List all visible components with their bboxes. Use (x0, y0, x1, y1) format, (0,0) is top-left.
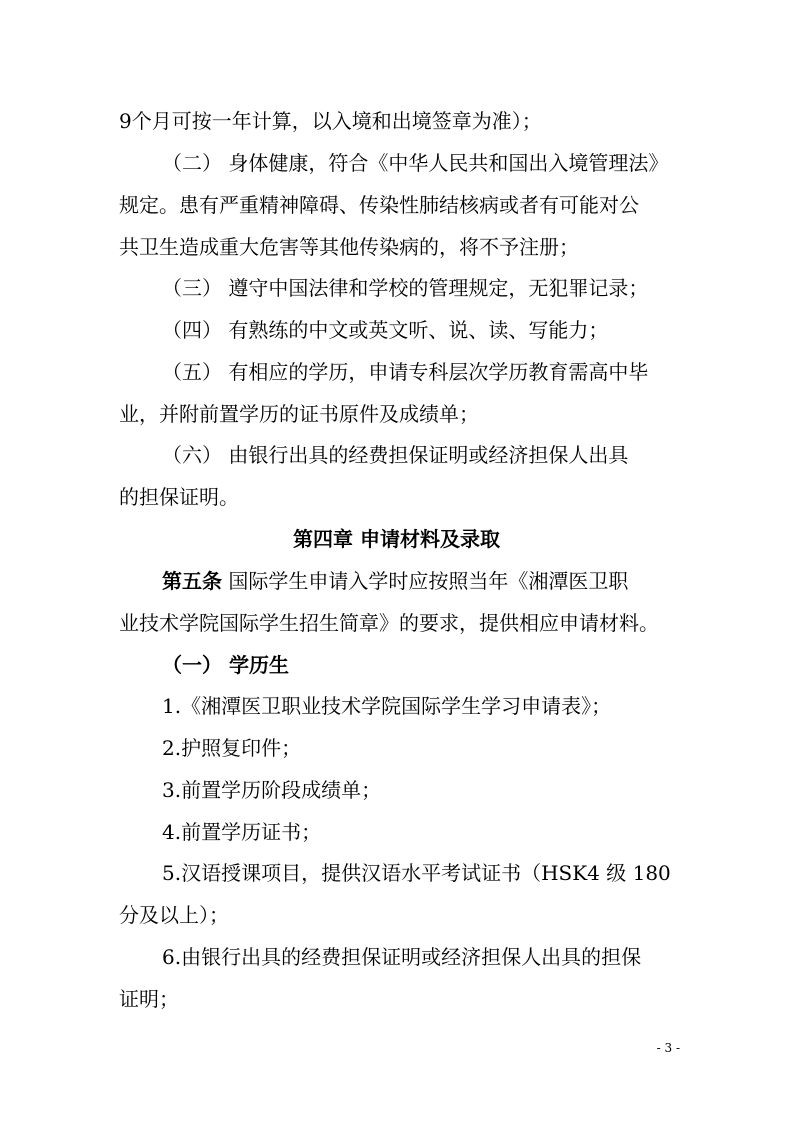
text-line: （四） 有熟练的中文或英文听、说、读、写能力； (162, 318, 609, 342)
text-line: （五） 有相应的学历，申请专科层次学历教育需高中毕 (162, 360, 649, 384)
text-line: 9个月可按一年计算，以入境和出境签章为准）； (119, 109, 542, 133)
text-line: 规定。患有严重精神障碍、传染性肺结核病或者有可能对公 (119, 193, 639, 217)
article-first-line (162, 567, 679, 595)
article-label: 第五条 (162, 569, 222, 593)
text-line: 共卫生造成重大危害等其他传染病的，将不予注册； (119, 235, 579, 259)
list-item: 5.汉语授课项目，提供汉语水平考试证书（HSK4 级 180 (162, 861, 671, 885)
text-line: 的担保证明。 (119, 485, 239, 509)
subsection-heading: （一） 学历生 (162, 653, 289, 677)
list-item: 3.前置学历阶段成绩单； (162, 778, 382, 802)
list-item: 4.前置学历证书； (162, 820, 322, 844)
text-line: 业，并附前置学历的证书原件及成绩单； (119, 402, 479, 426)
list-item: 2.护照复印件； (162, 736, 302, 760)
text-line: （六） 由银行出具的经费担保证明或经济担保人出具 (162, 443, 629, 467)
list-item-continuation: 证明； (119, 987, 179, 1011)
text-line: （三） 遵守中国法律和学校的管理规定，无犯罪记录； (162, 276, 649, 300)
text-line: （二） 身体健康，符合《中华人民共和国出入境管理法》 (162, 151, 669, 175)
page-number: - 3 - (656, 1041, 680, 1055)
list-item: 6.由银行出具的经费担保证明或经济担保人出具的担保 (162, 945, 642, 969)
list-item-continuation: 分及以上）； (119, 903, 229, 927)
text-line: 业技术学院国际学生招生简章》的要求，提供相应申请材料。 (119, 611, 659, 635)
list-item: 1.《湘潭医卫职业技术学院国际学生学习申请表》； (162, 694, 612, 718)
article-text: 国际学生申请入学时应按照当年《湘潭医卫职 (222, 569, 629, 593)
chapter-heading: 第四章 申请材料及录取 (293, 527, 500, 551)
